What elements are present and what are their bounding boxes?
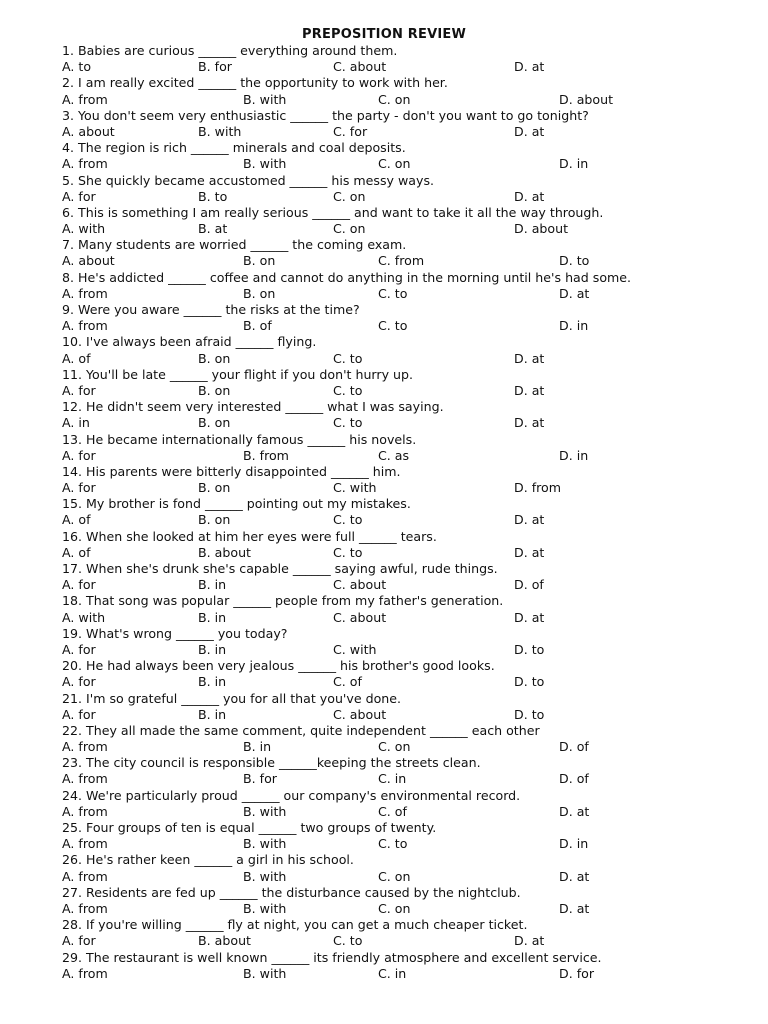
- question-text: 15. My brother is fond ______ pointing out my mistakes.: [62, 496, 411, 512]
- question-item: [62, 173, 762, 205]
- answer-options: [62, 804, 762, 820]
- answer-option: D. of: [559, 739, 589, 755]
- answer-option: A. about: [62, 123, 115, 139]
- answer-option: A. from: [62, 285, 108, 301]
- answer-option: D. at: [514, 350, 545, 366]
- question-text: 22. They all made the same comment, quite independent ______ each other: [62, 722, 540, 738]
- answer-options: [62, 610, 762, 626]
- answer-option: C. to: [378, 318, 408, 334]
- answer-option: C. of: [333, 674, 362, 690]
- answer-options: [62, 318, 762, 334]
- answer-option: C. on: [378, 868, 411, 884]
- question-item: [62, 561, 762, 593]
- answer-option: B. in: [198, 674, 227, 690]
- answer-option: D. at: [514, 544, 545, 560]
- answer-option: C. on: [378, 739, 411, 755]
- question-text: 12. He didn't seem very interested ______ what I was saying.: [62, 399, 444, 415]
- question-item: [62, 852, 762, 884]
- answer-option: C. for: [333, 123, 368, 139]
- answer-option: D. in: [559, 318, 589, 334]
- answer-option: A. from: [62, 836, 108, 852]
- question-text: 1. Babies are curious ______ everything around them.: [62, 43, 398, 58]
- answer-options: [62, 59, 762, 75]
- answer-option: C. to: [333, 933, 363, 949]
- answer-option: C. as: [378, 447, 410, 463]
- question-item: [62, 399, 762, 431]
- answer-option: B. with: [198, 123, 242, 139]
- answer-options: [62, 966, 762, 982]
- answer-option: A. to: [62, 59, 92, 75]
- answer-option: C. with: [333, 480, 377, 496]
- page-title: PREPOSITION REVIEW: [302, 27, 466, 42]
- answer-option: D. at: [559, 803, 590, 819]
- question-text: 20. He had always been very jealous ______ his brother's good looks.: [62, 658, 495, 674]
- question-text: 26. He's rather keen ______ a girl in his school.: [62, 852, 354, 868]
- answer-options: [62, 286, 762, 302]
- answer-option: C. to: [333, 415, 363, 431]
- answer-option: C. with: [333, 641, 377, 657]
- answer-options: [62, 901, 762, 917]
- answer-option: D. about: [514, 221, 569, 237]
- question-text: 21. I'm so grateful ______ you for all that you've done.: [62, 690, 402, 706]
- answer-option: A. from: [62, 318, 108, 334]
- answer-option: D. to: [514, 706, 545, 722]
- answer-options: [62, 415, 762, 431]
- answer-option: D. at: [514, 188, 545, 204]
- answer-option: B. with: [243, 868, 287, 884]
- answer-option: B. with: [243, 900, 287, 916]
- answer-option: A. from: [62, 156, 108, 172]
- question-item: [62, 658, 762, 690]
- answer-option: A. for: [62, 706, 96, 722]
- question-item: [62, 140, 762, 172]
- answer-option: B. on: [198, 512, 231, 528]
- answer-options: [62, 771, 762, 787]
- answer-option: D. at: [514, 59, 545, 75]
- question-item: [62, 367, 762, 399]
- question-item: [62, 270, 762, 302]
- question-item: [62, 950, 762, 982]
- question-item: [62, 917, 762, 949]
- answer-option: A. for: [62, 480, 96, 496]
- answer-option: B. with: [243, 965, 287, 981]
- answer-options: [62, 512, 762, 528]
- answer-option: B. on: [198, 415, 231, 431]
- answer-options: [62, 189, 762, 205]
- answer-options: [62, 92, 762, 108]
- question-text: 17. When she's drunk she's capable ______ saying awful, rude things.: [62, 561, 498, 576]
- answer-option: D. at: [514, 609, 545, 625]
- question-text: 6. This is something I am really serious ______ and want to take it all the way through.: [62, 204, 604, 220]
- answer-option: C. to: [378, 285, 408, 301]
- question-item: [62, 496, 762, 528]
- answer-option: D. to: [514, 641, 545, 657]
- answer-option: C. on: [333, 188, 366, 204]
- answer-option: B. in: [198, 641, 227, 657]
- answer-option: A. for: [62, 641, 96, 657]
- answer-option: D. at: [514, 512, 545, 528]
- question-item: [62, 205, 762, 237]
- question-item: [62, 626, 762, 658]
- question-text: 3. You don't seem very enthusiastic ______ the party - don't you want to go tonight?: [62, 107, 589, 123]
- answer-options: [62, 351, 762, 367]
- question-text: 9. Were you aware ______ the risks at the time?: [62, 302, 360, 317]
- question-text: 18. That song was popular ______ people from my father's generation.: [62, 593, 504, 609]
- answer-option: A. for: [62, 577, 96, 593]
- answer-option: A. from: [62, 91, 108, 107]
- answer-option: D. of: [514, 577, 544, 593]
- answer-option: A. of: [62, 512, 91, 528]
- answer-option: D. in: [559, 447, 589, 463]
- question-text: 16. When she looked at him her eyes were full ______ tears.: [62, 528, 437, 544]
- answer-option: A. for: [62, 382, 96, 398]
- answer-option: B. from: [243, 447, 289, 463]
- answer-option: C. about: [333, 609, 387, 625]
- question-text: 4. The region is rich ______ minerals and coal deposits.: [62, 140, 406, 156]
- question-item: [62, 464, 762, 496]
- answer-option: B. at: [198, 221, 228, 237]
- answer-option: C. to: [333, 350, 363, 366]
- answer-option: B. on: [198, 350, 231, 366]
- question-text: 11. You'll be late ______ your flight if you don't hurry up.: [62, 366, 414, 382]
- answer-option: D. at: [514, 933, 545, 949]
- answer-option: C. on: [378, 900, 411, 916]
- answer-options: [62, 739, 762, 755]
- answer-options: [62, 642, 762, 658]
- answer-option: C. on: [378, 156, 411, 172]
- question-item: [62, 691, 762, 723]
- answer-option: B. in: [243, 739, 272, 755]
- question-list: [62, 43, 762, 982]
- answer-option: B. to: [198, 188, 228, 204]
- question-item: [62, 43, 762, 75]
- answer-option: A. with: [62, 221, 106, 237]
- answer-options: [62, 836, 762, 852]
- answer-options: [62, 545, 762, 561]
- question-item: [62, 885, 762, 917]
- answer-options: [62, 253, 762, 269]
- question-item: [62, 302, 762, 334]
- answer-option: D. of: [559, 771, 589, 787]
- answer-option: C. about: [333, 577, 387, 593]
- answer-options: [62, 124, 762, 140]
- answer-option: D. about: [559, 91, 614, 107]
- answer-option: C. in: [378, 771, 407, 787]
- question-text: 19. What's wrong ______ you today?: [62, 625, 288, 641]
- question-item: [62, 432, 762, 464]
- question-text: 2. I am really excited ______ the opportunity to work with her.: [62, 75, 448, 91]
- answer-options: [62, 221, 762, 237]
- answer-option: D. at: [514, 382, 545, 398]
- question-item: [62, 334, 762, 366]
- answer-option: A. with: [62, 609, 106, 625]
- answer-option: A. for: [62, 188, 96, 204]
- answer-option: B. about: [198, 544, 251, 560]
- answer-option: C. about: [333, 59, 387, 75]
- answer-option: D. at: [514, 123, 545, 139]
- answer-option: C. to: [333, 382, 363, 398]
- question-text: 5. She quickly became accustomed ______ his messy ways.: [62, 172, 435, 188]
- answer-option: A. in: [62, 415, 90, 431]
- question-item: [62, 108, 762, 140]
- question-text: 28. If you're willing ______ fly at night, you can get a much cheaper ticket.: [62, 917, 528, 933]
- answer-options: [62, 383, 762, 399]
- answer-option: A. about: [62, 253, 115, 269]
- answer-option: C. on: [378, 91, 411, 107]
- answer-option: B. in: [198, 609, 227, 625]
- answer-options: [62, 448, 762, 464]
- question-text: 25. Four groups of ten is equal ______ two groups of twenty.: [62, 820, 437, 835]
- question-text: 8. He's addicted ______ coffee and cannot do anything in the morning until he's had some.: [62, 269, 632, 285]
- answer-option: D. for: [559, 965, 595, 981]
- answer-option: A. of: [62, 350, 91, 366]
- question-text: 24. We're particularly proud ______ our company's environmental record.: [62, 787, 521, 803]
- answer-option: B. on: [198, 382, 231, 398]
- question-item: [62, 788, 762, 820]
- question-text: 27. Residents are fed up ______ the disturbance caused by the nightclub.: [62, 884, 521, 900]
- answer-option: B. in: [198, 577, 227, 593]
- answer-options: [62, 480, 762, 496]
- answer-option: B. of: [243, 318, 272, 334]
- answer-option: C. of: [378, 803, 407, 819]
- answer-option: C. to: [333, 544, 363, 560]
- question-item: [62, 723, 762, 755]
- answer-option: D. to: [514, 674, 545, 690]
- answer-option: C. to: [333, 512, 363, 528]
- answer-option: A. for: [62, 447, 96, 463]
- answer-option: B. about: [198, 933, 251, 949]
- answer-option: B. with: [243, 156, 287, 172]
- answer-option: A. for: [62, 933, 96, 949]
- question-item: [62, 75, 762, 107]
- question-item: [62, 237, 762, 269]
- question-item: [62, 593, 762, 625]
- answer-option: B. for: [243, 771, 277, 787]
- answer-option: A. for: [62, 674, 96, 690]
- answer-option: C. in: [378, 965, 407, 981]
- answer-option: A. from: [62, 868, 108, 884]
- question-text: 29. The restaurant is well known ______ its friendly atmosphere and excellent service.: [62, 949, 602, 965]
- answer-option: A. of: [62, 544, 91, 560]
- answer-options: [62, 577, 762, 593]
- answer-option: B. with: [243, 836, 287, 852]
- question-text: 10. I've always been afraid ______ flying.: [62, 334, 317, 350]
- answer-option: D. at: [559, 868, 590, 884]
- answer-option: B. on: [243, 253, 276, 269]
- answer-option: A. from: [62, 771, 108, 787]
- answer-option: C. to: [378, 836, 408, 852]
- question-item: [62, 820, 762, 852]
- question-text: 7. Many students are worried ______ the coming exam.: [62, 237, 407, 253]
- answer-option: B. on: [198, 480, 231, 496]
- answer-options: [62, 869, 762, 885]
- answer-option: D. from: [514, 480, 562, 496]
- answer-option: B. with: [243, 91, 287, 107]
- answer-option: D. to: [559, 253, 590, 269]
- answer-option: B. with: [243, 803, 287, 819]
- answer-option: A. from: [62, 965, 108, 981]
- answer-option: A. from: [62, 900, 108, 916]
- question-text: 13. He became internationally famous ______ his novels.: [62, 431, 417, 447]
- question-item: [62, 755, 762, 787]
- answer-option: B. for: [198, 59, 232, 75]
- answer-option: D. at: [559, 900, 590, 916]
- answer-option: C. on: [333, 221, 366, 237]
- question-text: 14. His parents were bitterly disappointed ______ him.: [62, 463, 401, 479]
- answer-options: [62, 674, 762, 690]
- answer-option: D. in: [559, 836, 589, 852]
- answer-option: A. from: [62, 803, 108, 819]
- answer-option: C. about: [333, 706, 387, 722]
- answer-option: D. at: [514, 415, 545, 431]
- answer-options: [62, 707, 762, 723]
- answer-option: A. from: [62, 739, 108, 755]
- answer-option: D. in: [559, 156, 589, 172]
- answer-option: D. at: [559, 285, 590, 301]
- answer-options: [62, 933, 762, 949]
- answer-options: [62, 156, 762, 172]
- question-item: [62, 529, 762, 561]
- answer-option: B. on: [243, 285, 276, 301]
- answer-option: C. from: [378, 253, 425, 269]
- question-text: 23. The city council is responsible ______keeping the streets clean.: [62, 755, 481, 771]
- answer-option: B. in: [198, 706, 227, 722]
